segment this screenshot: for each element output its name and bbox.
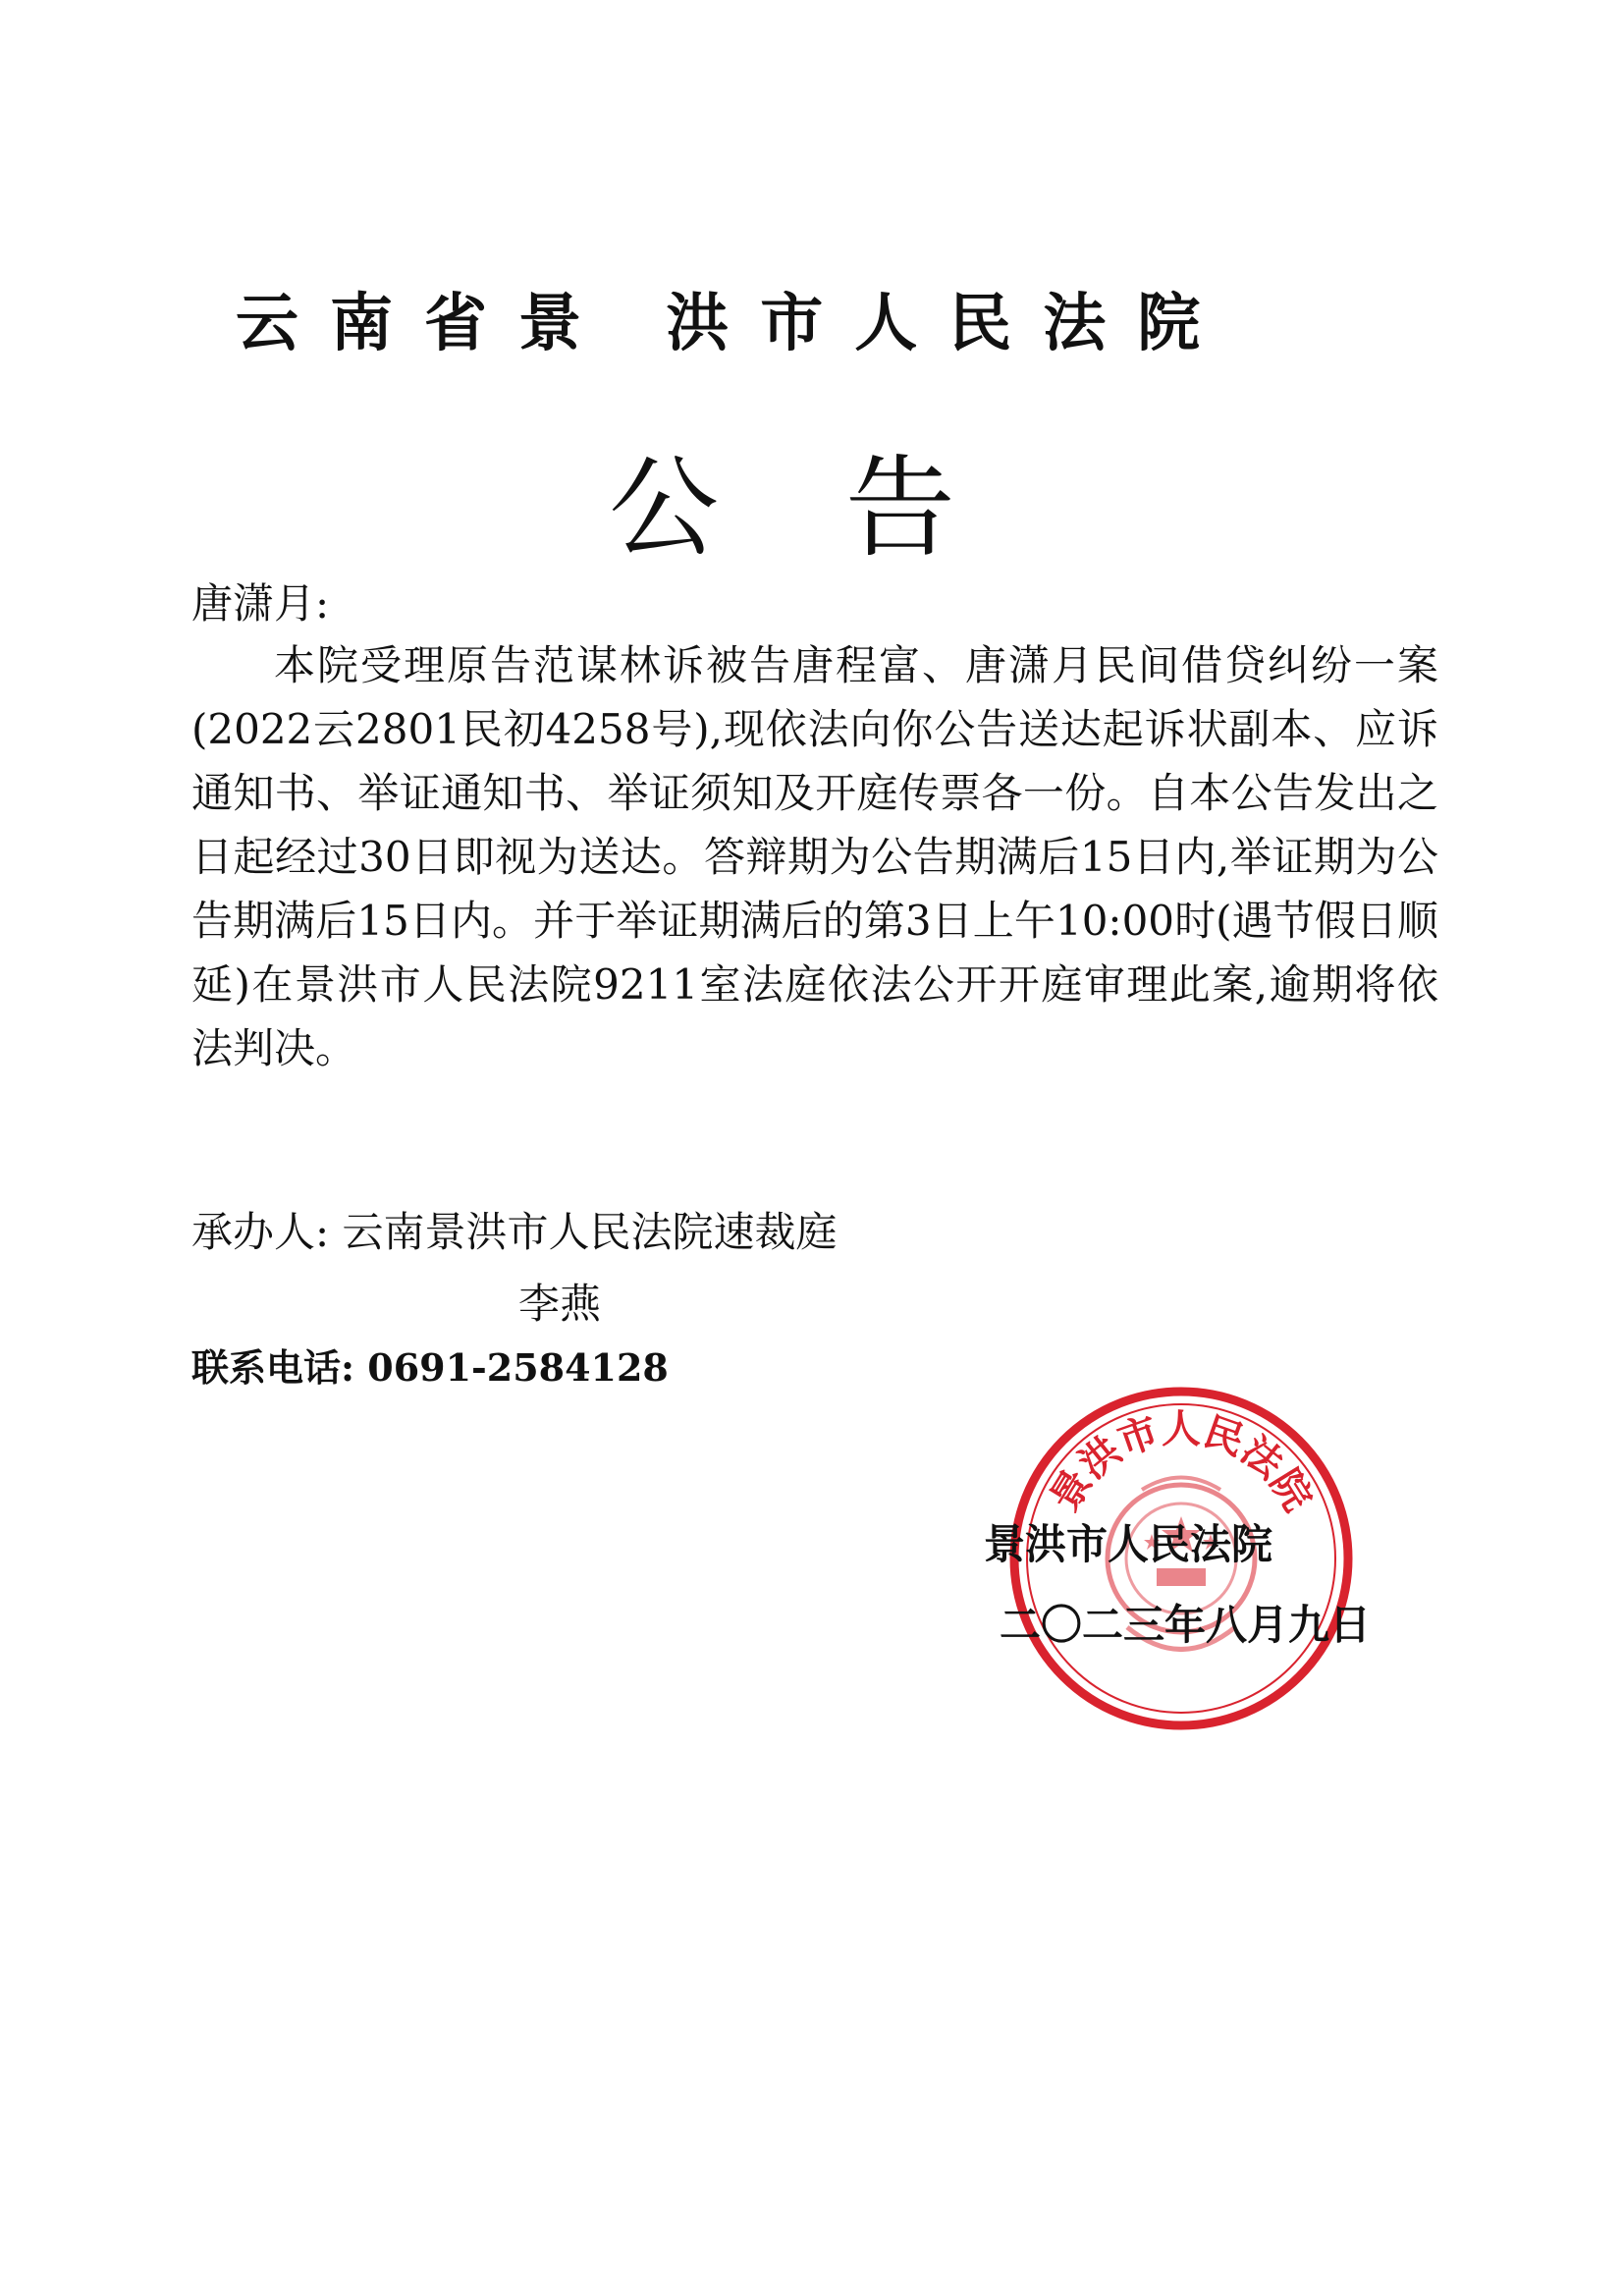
- notice-body: 本院受理原告范谋林诉被告唐程富、唐潇月民间借贷纠纷一案(2022云2801民初4258号),现依法向你公告送达起诉状副本、应诉通知书、举证通知书、举证须知及开庭传票各一份。自本公告发出之日起经过30日即视为送达。答辩期为公告期满后15日内,举证期为公告期满后15日内。并于举证期满后的第3日上午10:00时(遇节假日顺延)在景洪市人民法院9211室法庭依法公开开庭审理此案,逾期将依法判决。: [191, 641, 1438, 1072]
- seal-text: 景洪市人民法院: [1041, 1405, 1322, 1519]
- issue-date: 二〇二三年八月九日: [1000, 1601, 1372, 1649]
- addressee: 唐潇月:: [191, 579, 330, 628]
- announcement-title: 公告: [609, 445, 1082, 573]
- issuing-court: 景洪市人民法院: [984, 1520, 1273, 1568]
- court-name-heading: 云南省景 洪市人民法院: [236, 287, 1232, 360]
- contact-phone: 联系电话: 0691-2584128: [191, 1345, 669, 1390]
- handler-name: 李燕: [518, 1280, 602, 1328]
- handler-line: 承办人: 云南景洪市人民法院速裁庭: [191, 1208, 838, 1256]
